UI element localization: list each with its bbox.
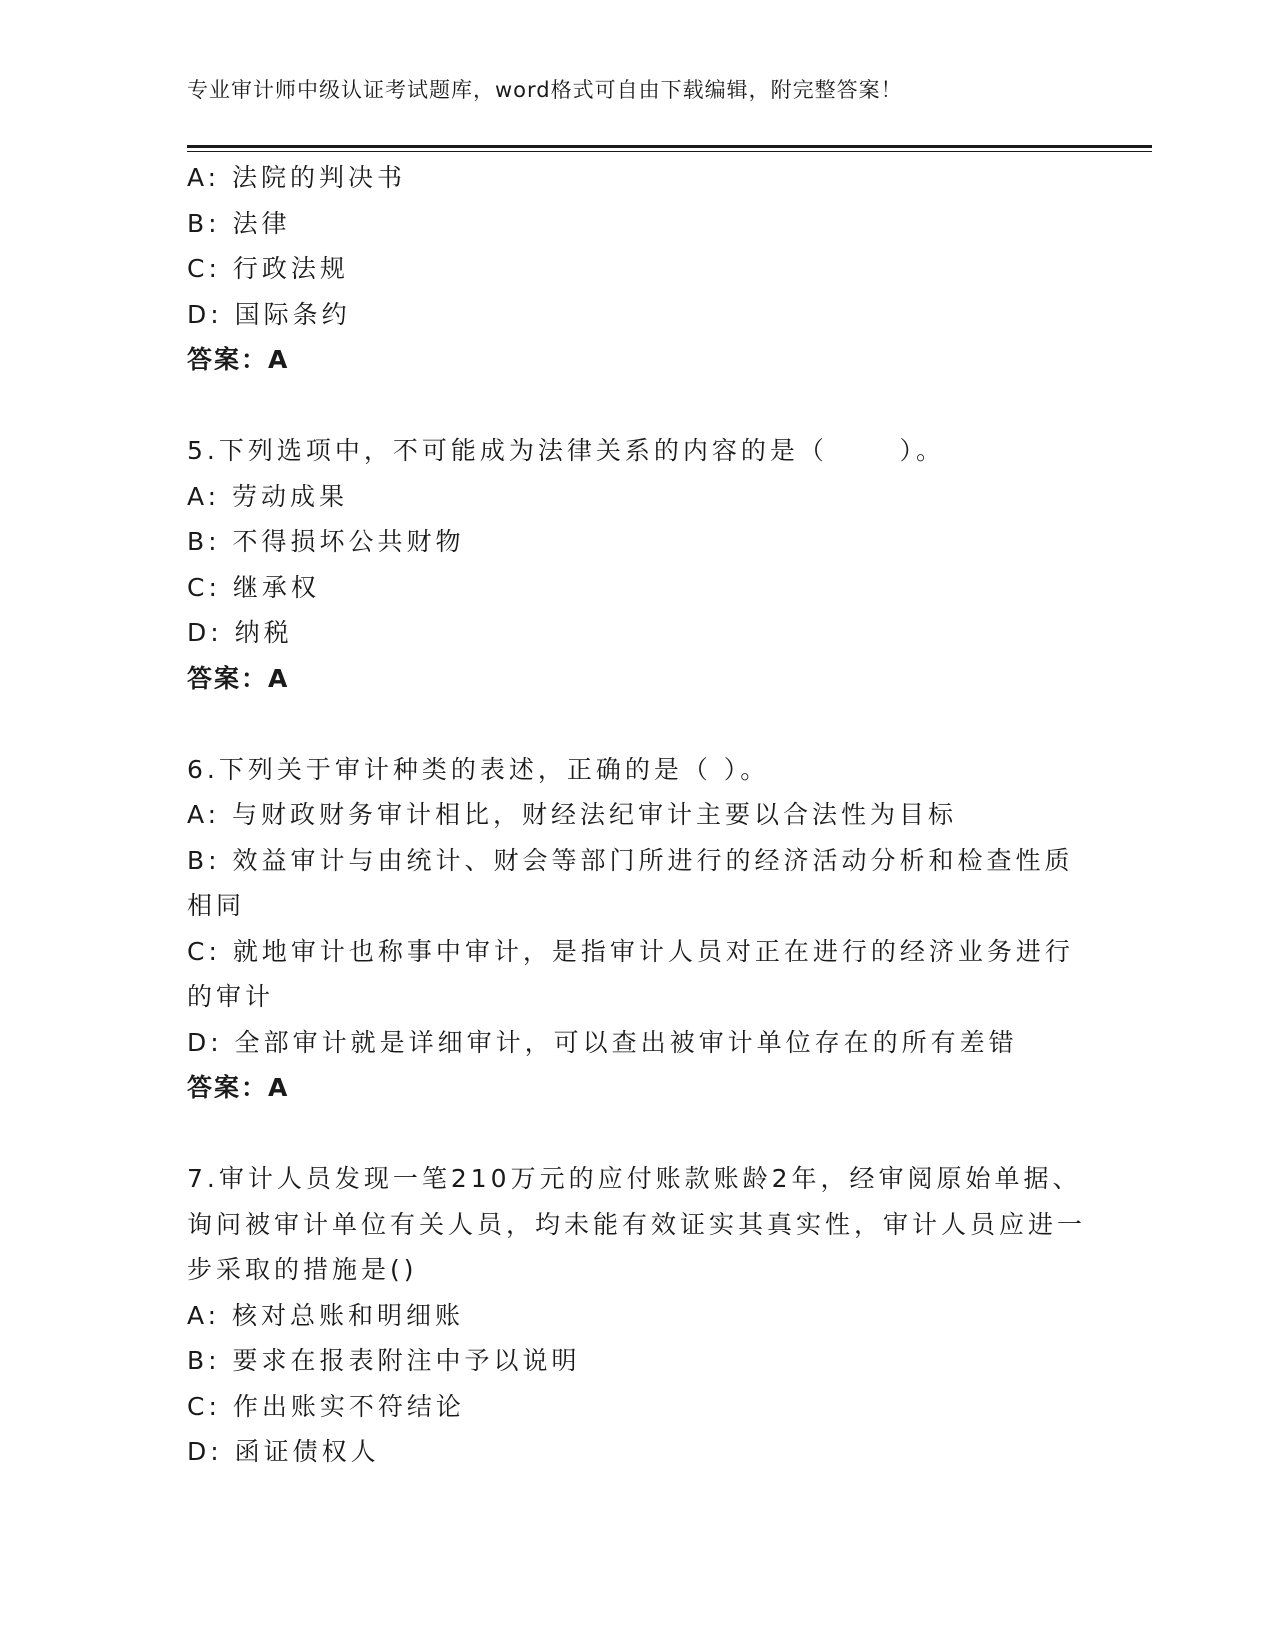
question-4-block [187, 155, 1087, 383]
q6-option-c: C: 就地审计也称事中审计，是指审计人员对正在进行的经济业务进行的审计 [187, 936, 1074, 1011]
spacer [187, 1111, 1087, 1157]
question-7-block [187, 1156, 1087, 1475]
q4-option-d: D: 国际条约 [187, 299, 351, 329]
q6-answer: 答案：A [187, 1073, 290, 1102]
page-header: 专业审计师中级认证考试题库，word格式可自由下载编辑，附完整答案！ [187, 78, 903, 102]
q4-option-b: B: 法律 [187, 208, 291, 238]
q5-option-c: C: 继承权 [187, 572, 320, 602]
q6-question: 6.下列关于审计种类的表述，正确的是（ ）。 [187, 754, 770, 784]
q7-option-d: D: 函证债权人 [187, 1437, 380, 1466]
q7-option-a: A: 核对总账和明细账 [187, 1300, 465, 1330]
q5-option-a: A: 劳动成果 [187, 481, 349, 511]
exam-content [187, 155, 1087, 1475]
spacer [187, 383, 1087, 429]
q6-option-d: D: 全部审计就是详细审计，可以查出被审计单位存在的所有差错 [187, 1027, 1018, 1057]
q5-answer: 答案：A [187, 663, 290, 693]
q7-option-b: B: 要求在报表附注中予以说明 [187, 1346, 581, 1375]
question-5-block [187, 428, 1087, 701]
header-divider-thick [187, 145, 1152, 148]
spacer [187, 701, 1087, 747]
header-divider-thin [187, 151, 1152, 152]
q5-option-d: D: 纳税 [187, 618, 293, 647]
q7-question: 7.审计人员发现一笔210万元的应付账款账龄2年，经审阅原始单据、询问被审计单位有关人员，均未能有效证实其真实性，审计人员应进一步采取的措施是() [187, 1164, 1087, 1284]
q4-answer: 答案：A [187, 345, 290, 374]
question-6-block [187, 747, 1087, 1111]
q4-option-c: C: 行政法规 [187, 254, 349, 283]
q5-question: 5.下列选项中，不可能成为法律关系的内容的是（ ）。 [187, 436, 946, 465]
q5-option-b: B: 不得损坏公共财物 [187, 527, 465, 556]
q6-option-b: B: 效益审计与由统计、财会等部门所进行的经济活动分析和检查性质相同 [187, 845, 1074, 920]
q7-option-c: C: 作出账实不符结论 [187, 1391, 465, 1421]
q6-option-a: A: 与财政财务审计相比，财经法纪审计主要以合法性为目标 [187, 800, 958, 829]
q4-option-a: A: 法院的判决书 [187, 163, 407, 192]
